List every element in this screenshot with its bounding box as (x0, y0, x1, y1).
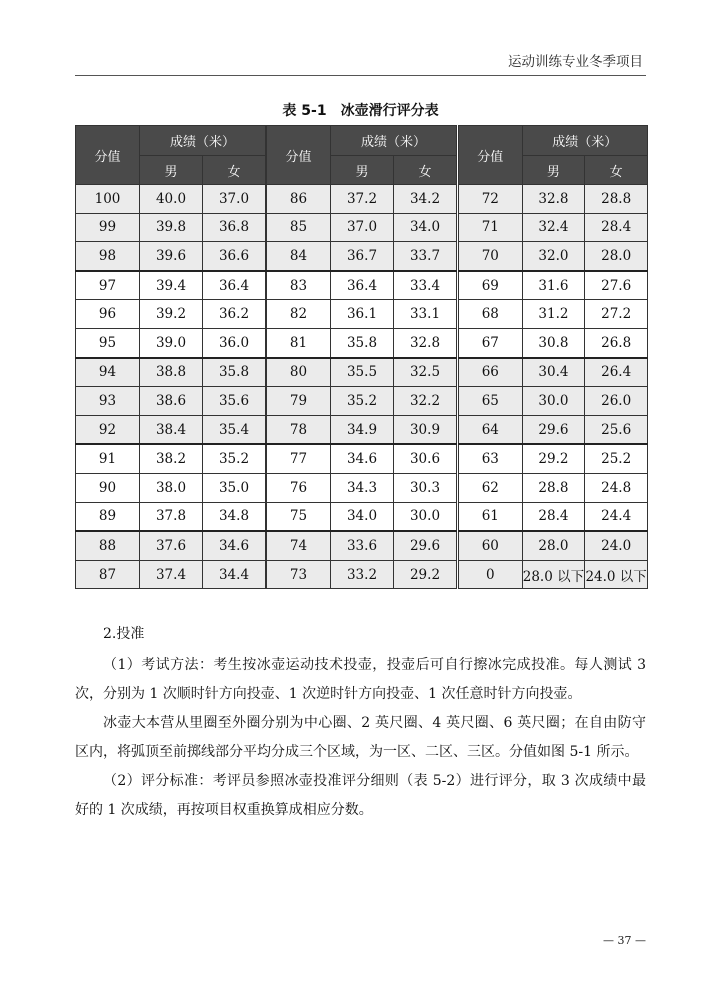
paragraph-1: （1）考试方法：考生按冰壶运动技术投壶，投壶后可自行擦冰完成投准。每人测试 3 次，分别为 1 次顺时针方向投壶、1 次逆时针方向投壶、1 次任意时针方向投壶。 (75, 657, 646, 702)
cell-male: 37.0 (331, 213, 394, 242)
cell-score: 73 (267, 560, 331, 589)
cell-score: 96 (76, 300, 140, 329)
cell-score: 66 (459, 358, 523, 387)
cell-female: 33.1 (394, 300, 457, 329)
cell-female: 25.6 (585, 415, 648, 444)
table-row (76, 300, 266, 329)
cell-female: 34.0 (394, 213, 457, 242)
cell-male: 33.6 (331, 531, 394, 560)
table-row (459, 213, 648, 242)
cell-score: 61 (459, 502, 523, 531)
table-row (459, 300, 648, 329)
cell-female: 32.8 (394, 328, 457, 357)
paragraph-3: （2）评分标准：考评员参照冰壶投准评分细则（表 5-2）进行评分，取 3 次成绩中最好的 1 次成绩，再按项目权重换算成相应分数。 (75, 773, 646, 818)
cell-score: 83 (267, 271, 331, 300)
table-row (267, 185, 457, 214)
table-row (76, 242, 266, 271)
cell-male: 39.6 (140, 242, 203, 271)
cell-female: 28.8 (585, 185, 648, 214)
table-row (267, 444, 457, 473)
cell-female: 26.8 (585, 328, 648, 357)
cell-male: 28.0 (522, 531, 585, 560)
cell-male: 38.8 (140, 358, 203, 387)
cell-male: 36.1 (331, 300, 394, 329)
table-row (267, 531, 457, 560)
cell-male: 39.8 (140, 213, 203, 242)
cell-female: 24.4 (585, 502, 648, 531)
table-row (76, 387, 266, 416)
cell-male: 32.0 (522, 242, 585, 271)
cell-male: 28.0 以下 (522, 560, 585, 589)
cell-score: 60 (459, 531, 523, 560)
cell-male: 34.3 (331, 473, 394, 502)
cell-score: 63 (459, 444, 523, 473)
table-row (76, 502, 266, 531)
cell-score: 80 (267, 358, 331, 387)
cell-male: 36.4 (331, 271, 394, 300)
cell-female: 33.7 (394, 242, 457, 271)
cell-female: 27.2 (585, 300, 648, 329)
table-row (76, 358, 266, 387)
cell-female: 30.0 (394, 502, 457, 531)
cell-female: 24.0 以下 (585, 560, 648, 589)
cell-female: 34.4 (203, 560, 266, 589)
cell-score: 75 (267, 502, 331, 531)
cell-score: 65 (459, 387, 523, 416)
cell-female: 34.2 (394, 185, 457, 214)
table-row (459, 560, 648, 589)
cell-score: 62 (459, 473, 523, 502)
section-heading: 2.投准 (103, 626, 145, 642)
cell-score: 74 (267, 531, 331, 560)
cell-score: 69 (459, 271, 523, 300)
cell-male: 38.2 (140, 444, 203, 473)
cell-score: 91 (76, 444, 140, 473)
cell-score: 67 (459, 328, 523, 357)
cell-male: 37.4 (140, 560, 203, 589)
cell-male: 38.4 (140, 415, 203, 444)
page-number: — 37 — (603, 934, 646, 947)
table-row (459, 328, 648, 357)
table-row (459, 242, 648, 271)
table-row (76, 560, 266, 589)
body-text (75, 620, 646, 825)
cell-female: 35.2 (203, 444, 266, 473)
cell-score: 81 (267, 328, 331, 357)
cell-male: 34.9 (331, 415, 394, 444)
table-row (459, 444, 648, 473)
cell-male: 36.7 (331, 242, 394, 271)
table-row (459, 415, 648, 444)
table-row (76, 271, 266, 300)
header-score: 分值 (76, 126, 140, 185)
cell-score: 71 (459, 213, 523, 242)
cell-male: 39.2 (140, 300, 203, 329)
cell-male: 30.8 (522, 328, 585, 357)
cell-male: 37.6 (140, 531, 203, 560)
cell-score: 93 (76, 387, 140, 416)
cell-score: 94 (76, 358, 140, 387)
cell-male: 34.6 (331, 444, 394, 473)
header-male: 男 (331, 156, 394, 185)
cell-score: 92 (76, 415, 140, 444)
paragraph-2: 冰壶大本营从里圈至外圈分别为中心圈、2 英尺圈、4 英尺圈、6 英尺圈；在自由防守区内，将弧顶至前掷线部分平均分成三个区域，为一区、二区、三区。分值如图 5-1 所示。 (75, 715, 646, 760)
header-female: 女 (203, 156, 266, 185)
cell-male: 38.6 (140, 387, 203, 416)
cell-male: 35.8 (331, 328, 394, 357)
cell-female: 36.4 (203, 271, 266, 300)
table-row (267, 560, 457, 589)
cell-score: 82 (267, 300, 331, 329)
cell-male: 40.0 (140, 185, 203, 214)
table-row (459, 387, 648, 416)
cell-female: 27.6 (585, 271, 648, 300)
table-row (459, 271, 648, 300)
table-row (459, 358, 648, 387)
cell-score: 78 (267, 415, 331, 444)
header-female: 女 (585, 156, 648, 185)
table-row (267, 415, 457, 444)
header-rule (75, 75, 646, 76)
cell-female: 26.4 (585, 358, 648, 387)
table-row (459, 185, 648, 214)
cell-score: 100 (76, 185, 140, 214)
running-title: 运动训练专业冬季项目 (508, 54, 643, 70)
cell-female: 36.2 (203, 300, 266, 329)
table-row (267, 213, 457, 242)
cell-score: 87 (76, 560, 140, 589)
cell-male: 35.2 (331, 387, 394, 416)
header-male: 男 (140, 156, 203, 185)
cell-female: 30.9 (394, 415, 457, 444)
cell-male: 29.2 (522, 444, 585, 473)
cell-male: 37.8 (140, 502, 203, 531)
table-row (76, 531, 266, 560)
table-row (267, 271, 457, 300)
cell-male: 39.0 (140, 328, 203, 357)
cell-score: 99 (76, 213, 140, 242)
cell-score: 86 (267, 185, 331, 214)
cell-female: 36.6 (203, 242, 266, 271)
cell-female: 28.4 (585, 213, 648, 242)
cell-male: 35.5 (331, 358, 394, 387)
table-row (267, 387, 457, 416)
table-row (267, 502, 457, 531)
table-row (76, 213, 266, 242)
score-table-2 (266, 125, 457, 589)
cell-female: 34.6 (203, 531, 266, 560)
header-male: 男 (522, 156, 585, 185)
cell-male: 32.4 (522, 213, 585, 242)
cell-female: 32.5 (394, 358, 457, 387)
table-row (459, 531, 648, 560)
cell-score: 90 (76, 473, 140, 502)
table-row (459, 502, 648, 531)
cell-male: 28.4 (522, 502, 585, 531)
score-tables (75, 125, 648, 586)
cell-score: 89 (76, 502, 140, 531)
header-score: 分值 (459, 126, 523, 185)
table-row (76, 444, 266, 473)
cell-male: 31.2 (522, 300, 585, 329)
cell-female: 24.0 (585, 531, 648, 560)
table-row (76, 415, 266, 444)
cell-male: 37.2 (331, 185, 394, 214)
score-table-3 (458, 125, 648, 589)
cell-score: 79 (267, 387, 331, 416)
cell-female: 29.2 (394, 560, 457, 589)
cell-female: 24.8 (585, 473, 648, 502)
table-row (267, 328, 457, 357)
cell-score: 85 (267, 213, 331, 242)
cell-male: 30.4 (522, 358, 585, 387)
table-row (267, 358, 457, 387)
table-row (76, 185, 266, 214)
cell-female: 35.8 (203, 358, 266, 387)
cell-female: 34.8 (203, 502, 266, 531)
header-result: 成绩（米） (140, 126, 266, 156)
cell-score: 77 (267, 444, 331, 473)
cell-female: 35.4 (203, 415, 266, 444)
cell-female: 37.0 (203, 185, 266, 214)
cell-female: 36.0 (203, 328, 266, 357)
cell-score: 97 (76, 271, 140, 300)
cell-score: 76 (267, 473, 331, 502)
cell-male: 30.0 (522, 387, 585, 416)
cell-female: 33.4 (394, 271, 457, 300)
cell-score: 72 (459, 185, 523, 214)
cell-female: 32.2 (394, 387, 457, 416)
cell-score: 68 (459, 300, 523, 329)
cell-male: 28.8 (522, 473, 585, 502)
cell-score: 88 (76, 531, 140, 560)
cell-female: 35.6 (203, 387, 266, 416)
table-title: 表 5-1 冰壶滑行评分表 (282, 103, 439, 119)
cell-male: 31.6 (522, 271, 585, 300)
header-female: 女 (394, 156, 457, 185)
cell-female: 30.6 (394, 444, 457, 473)
cell-female: 25.2 (585, 444, 648, 473)
header-result: 成绩（米） (331, 126, 457, 156)
table-row (267, 300, 457, 329)
cell-male: 34.0 (331, 502, 394, 531)
cell-male: 39.4 (140, 271, 203, 300)
table-row (267, 473, 457, 502)
cell-male: 33.2 (331, 560, 394, 589)
score-table-1 (75, 125, 266, 589)
table-row (267, 242, 457, 271)
cell-male: 38.0 (140, 473, 203, 502)
cell-female: 30.3 (394, 473, 457, 502)
cell-female: 36.8 (203, 213, 266, 242)
cell-score: 64 (459, 415, 523, 444)
cell-score: 0 (459, 560, 523, 589)
cell-female: 29.6 (394, 531, 457, 560)
table-row (76, 328, 266, 357)
cell-female: 28.0 (585, 242, 648, 271)
cell-score: 98 (76, 242, 140, 271)
cell-score: 84 (267, 242, 331, 271)
table-row (76, 473, 266, 502)
header-result: 成绩（米） (522, 126, 647, 156)
cell-male: 32.8 (522, 185, 585, 214)
cell-score: 70 (459, 242, 523, 271)
cell-score: 95 (76, 328, 140, 357)
header-score: 分值 (267, 126, 331, 185)
table-row (459, 473, 648, 502)
cell-female: 35.0 (203, 473, 266, 502)
cell-female: 26.0 (585, 387, 648, 416)
cell-male: 29.6 (522, 415, 585, 444)
